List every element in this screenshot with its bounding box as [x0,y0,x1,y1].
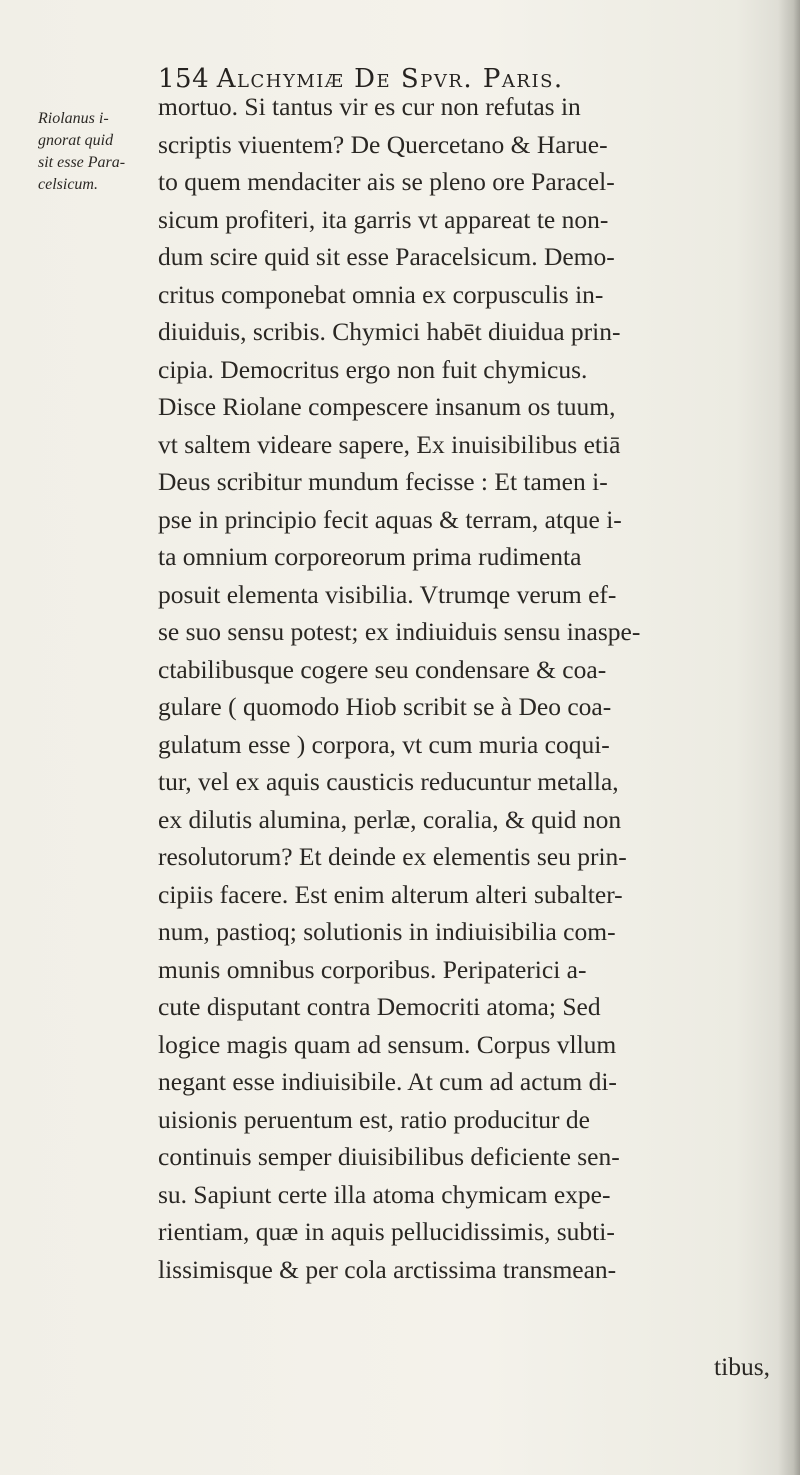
text-line: cipiis facere. Est enim alterum alteri subalter- [158,879,623,909]
marginal-note-line: celsicum. [38,176,98,193]
marginal-note-line: Riolanus i- [38,110,109,127]
text-line: diuiduis, scribis. Chymici habēt diuidua prin- [158,317,621,346]
marginal-note-line: sit esse Para- [38,154,126,171]
main-text-block [158,88,783,1288]
text-line: ex dilutis alumina, perlæ, coralia, & quid non [158,804,622,834]
text-line: resolutorum? Et deinde ex elementis seu prin- [158,842,627,871]
text-line: gulare ( quomodo Hiob scribit se à Deo coa- [158,692,612,721]
text-line: Disce Riolane compescere insanum os tuum, [158,392,616,421]
text-line: logice magis quam ad sensum. Corpus vllum [158,1029,617,1059]
text-line: sicum profiteri, ita garris vt appareat te non- [158,204,609,234]
text-line: munis omnibus corporibus. Peripaterici a- [158,954,587,984]
text-line: rientiam, quæ in aquis pellucidissimis, subti- [158,1217,615,1246]
marginal-note [38,108,153,196]
running-title: Alchymiæ De Spvr. Paris. [216,64,564,94]
text-line: mortuo. Si tantus vir es cur non refutas in [158,92,581,121]
text-line: num, pastioq; solutionis in indiuisibilia com- [158,917,616,946]
page-number: 154 [158,64,210,94]
text-line: Deus scribitur mundum fecisse : Et tamen i- [158,467,608,496]
text-line: su. Sapiunt certe illa atoma chymicam expe- [158,1179,611,1209]
text-line: tur, vel ex aquis causticis reducuntur metalla, [158,767,619,796]
text-line: gulatum esse ) corpora, vt cum muria coqui- [158,729,610,759]
text-line: pse in principio fecit aquas & terram, atque i- [158,504,622,534]
text-line: ta omnium corporeorum prima rudimenta [158,542,582,571]
text-line: ctabilibusque cogere seu condensare & coa- [158,654,607,684]
text-line: critus componebat omnia ex corpusculis in- [158,279,604,309]
text-line: se suo sensu potest; ex indiuiduis sensu inaspe- [158,617,641,646]
text-line: dum scire quid sit esse Paracelsicum. Demo- [158,242,615,271]
text-line: to quem mendaciter ais se pleno ore Paracel- [158,167,615,196]
text-line: cipia. Democritus ergo non fuit chymicus. [158,354,588,384]
text-line: negant esse indiuisibile. At cum ad actum di- [158,1067,617,1096]
text-line: continuis semper diuisibilibus deficiente sen- [158,1142,620,1171]
text-line: uisionis peruentum est, ratio producitur de [158,1104,590,1134]
text-line: cute disputant contra Democriti atoma; Sed [158,992,601,1021]
catchword: tibus, [714,1352,770,1381]
text-line: vt saltem videare sapere, Ex inuisibilibus etiā [158,429,621,459]
text-line: posuit elementa visibilia. Vtrumqe verum ef- [158,579,617,609]
text-line: lissimisque & per cola arctissima transmean- [158,1254,617,1284]
marginal-note-line: gnorat quid [38,132,114,149]
text-line: scriptis viuentem? De Quercetano & Harue- [158,129,608,159]
